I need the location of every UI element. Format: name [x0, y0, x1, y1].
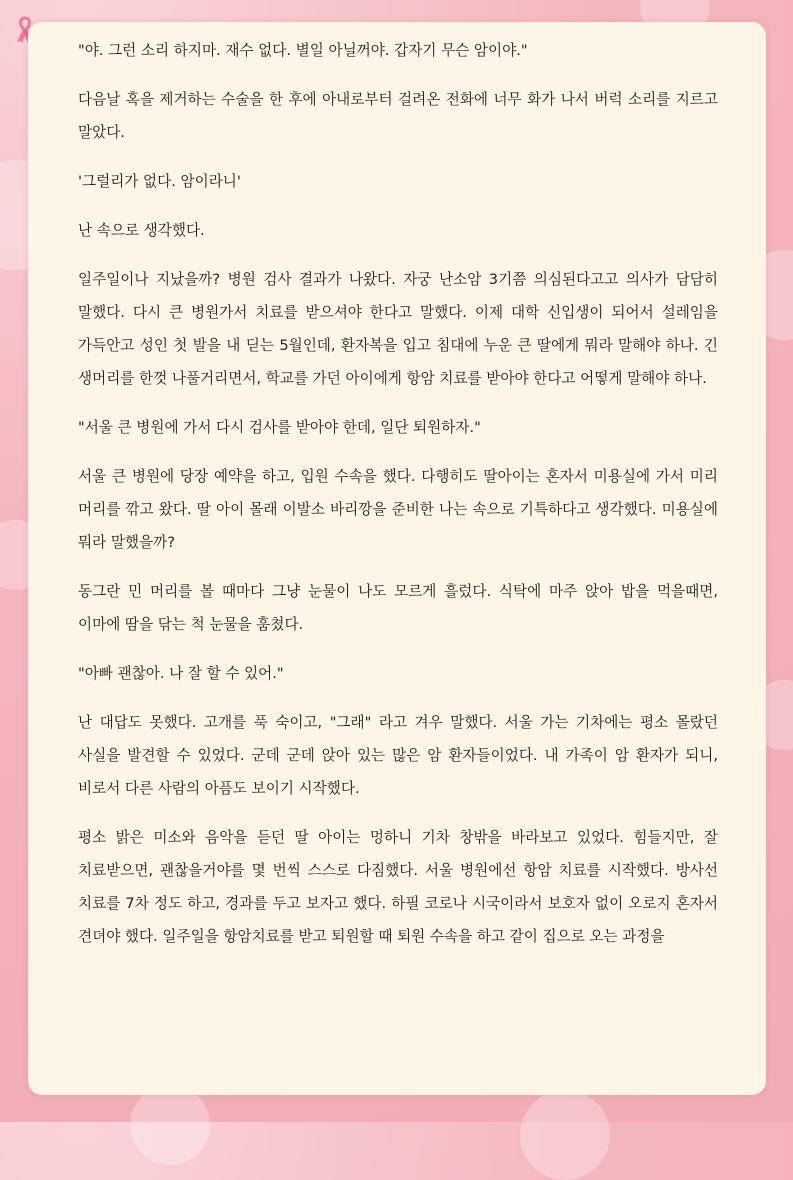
paragraph: "서울 큰 병원에 가서 다시 검사를 받아야 한데, 일단 퇴원하자."	[78, 419, 481, 436]
paragraph: 평소 밝은 미소와 음악을 듣던 딸 아이는 멍하니 기차 창밖을 바라보고 있었다. 힘들지만, 잘 치료받으면, 괜찮을거야를 몇 번씩 스스로 다짐했다. 서울 병원에선 항암 치료를 시작했다. 방사선 치료를 7차 정도 하고, 경과를 두고 보자고 했다. 하필 코로나 시국이라서 보호자 없이 오로지 혼자서 견뎌야 했다. 일주일을 항암치료를 받고 퇴원할 때 퇴원 수속을 하고 같이 집으로 오는 과정을	[78, 829, 718, 945]
bokeh-circle	[520, 1090, 610, 1180]
paragraph: 다음날 혹을 제거하는 수술을 한 후에 아내로부터 걸려온 전화에 너무 화가 나서 버럭 소리를 지르고 말았다.	[78, 91, 718, 141]
paragraph: 동그란 민 머리를 볼 때마다 그냥 눈물이 나도 모르게 흘렀다. 식탁에 마주 앉아 밥을 먹을때면, 이마에 땀을 닦는 척 눈물을 훔쳤다.	[78, 583, 718, 633]
paragraph: "아빠 괜찮아. 나 잘 할 수 있어."	[78, 665, 284, 682]
bokeh-circle	[130, 1085, 210, 1165]
document-body	[78, 34, 718, 969]
paragraph: 난 대답도 못했다. 고개를 푹 숙이고, "그래" 라고 겨우 말했다. 서울 가는 기차에는 평소 몰랐던 사실을 발견할 수 있었다. 군데 군데 앉아 있는 많은 암 환자들이었다. 내 가족이 암 환자가 되니, 비로서 다른 사람의 아픔도 보이기 시작했다.	[78, 714, 718, 797]
paragraph: "야. 그런 소리 하지마. 재수 없다. 별일 아닐꺼야. 갑자기 무슨 암이야."	[78, 42, 528, 59]
paragraph: 난 속으로 생각했다.	[78, 222, 205, 239]
paragraph: '그럴리가 없다. 암이라니'	[78, 173, 241, 190]
paragraph: 서울 큰 병원에 당장 예약을 하고, 입원 수속을 했다. 다행히도 딸아이는 혼자서 미용실에 가서 미리 머리를 깎고 왔다. 딸 아이 몰래 이발소 바리깡을 준비한 나는 속으로 기특하다고 생각했다. 미용실에 뭐라 말했을까?	[78, 468, 718, 551]
paragraph: 일주일이나 지났을까? 병원 검사 결과가 나왔다. 자궁 난소암 3기쯤 의심된다고고 의사가 담담히 말했다. 다시 큰 병원가서 치료를 받으셔야 한다고 말했다. 이제 대학 신입생이 되어서 설레임을 가득안고 성인 첫 발을 내 딛는 5월인데, 환자복을 입고 침대에 누운 큰 딸에게 뭐라 말해야 하나. 긴 생머리를 한껏 나풀거리면서, 학교를 가던 아이에게 항암 치료를 받아야 한다고 어떻게 말해야 하나.	[78, 271, 718, 387]
